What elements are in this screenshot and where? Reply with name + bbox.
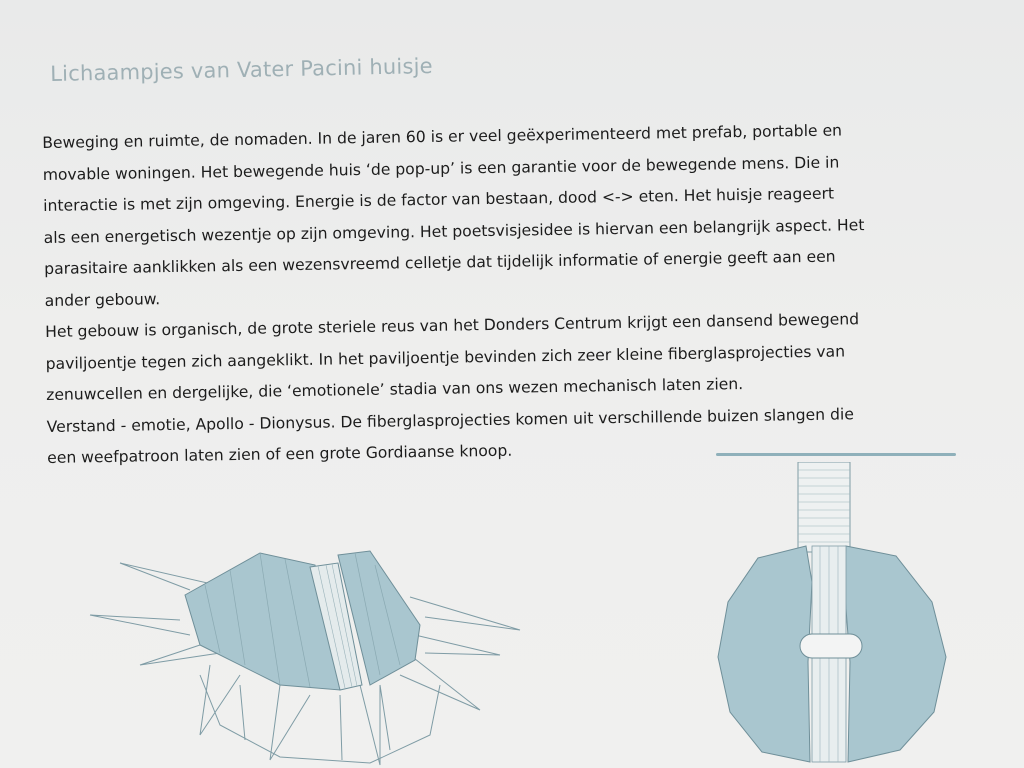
text-line: paviljoentje tegen zich aangeklikt. In het paviljoentje bevinden zich zeer kleine fiberglasprojecties van	[45, 341, 846, 373]
text-line: Verstand - emotie, Apollo - Dionysus. De fiberglasprojecties komen uit verschillende buizen slangen die	[46, 404, 854, 436]
divider-rule	[716, 453, 956, 456]
text-line: als een energetisch wezentje op zijn omgeving. Het poetsvisjesidee is hiervan een belangrijk aspect. Het	[43, 215, 865, 247]
text-line: Het gebouw is organisch, de grote steriele reus van het Donders Centrum krijgt een dansend bewegend	[45, 310, 860, 341]
text-line: een weefpatroon laten zien of een grote Gordiaanse knoop.	[47, 441, 513, 467]
text-line: movable woningen. Het bewegende huis ‘de pop-up’ is een garantie voor de bewegende mens. Die in	[42, 152, 840, 184]
text-line: zenuwcellen en dergelijke, die ‘emotionele’ stadia van ons wezen mechanisch laten zien.	[46, 375, 744, 404]
text-line: interactie is met zijn omgeving. Energie is de factor van bestaan, dood <-> eten. Het huisje reageert	[43, 184, 835, 215]
pavilion-plan-sketch	[700, 462, 960, 768]
body-text	[42, 113, 1007, 475]
text-line: parasitaire aanklikken als een wezensvreemd celletje dat tijdelijk informatie of energie geeft aan een	[44, 247, 836, 278]
text-line: Beweging en ruimte, de nomaden. In de jaren 60 is er veel geëxperimenteerd met prefab, portable en	[42, 121, 843, 152]
text-line: ander gebouw.	[44, 289, 161, 310]
pavilion-perspective-sketch	[80, 535, 540, 768]
page-title: Lichaampjes van Vater Pacini huisje	[50, 53, 433, 86]
